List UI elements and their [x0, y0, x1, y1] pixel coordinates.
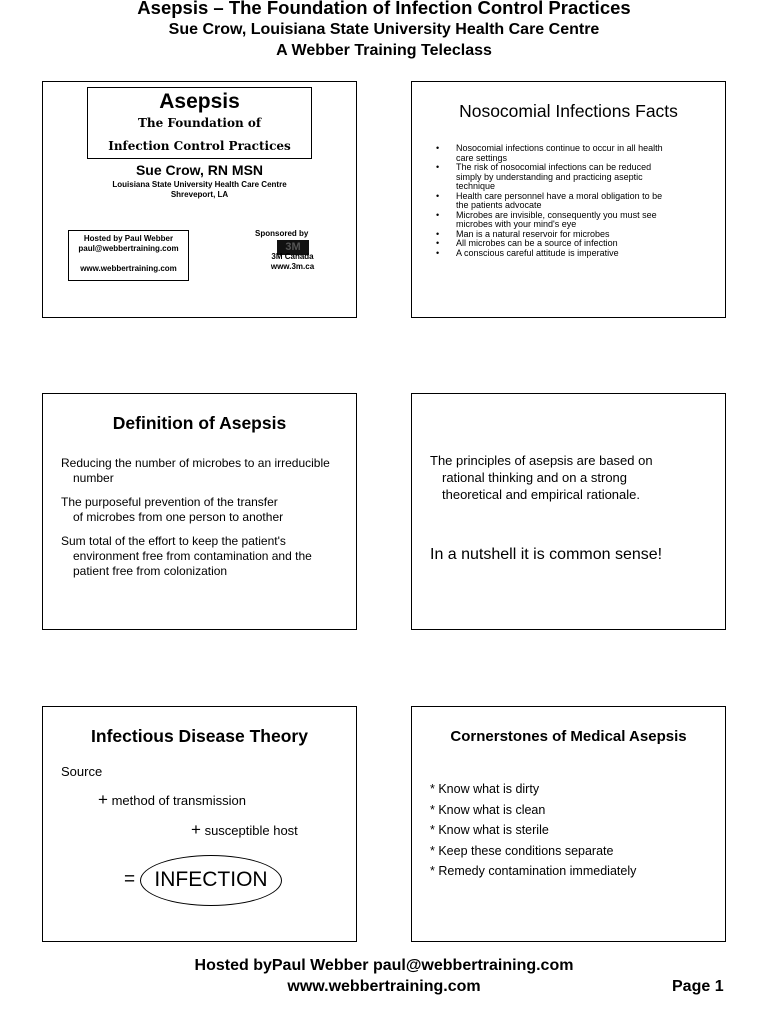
list-item: • Microbes are invisible, consequently you must see microbes with your mind's eye: [436, 209, 657, 229]
plus-sign: +: [98, 790, 108, 809]
slide-1-title: Asepsis: [159, 90, 240, 113]
slide-1-subtitle-1: The Foundation of: [137, 116, 262, 130]
page-header-title: Asepsis – The Foundation of Infection Control Practices: [137, 0, 631, 18]
footer-hosted: Hosted byPaul Webber paul@webbertraining.com: [194, 957, 574, 974]
hosted-box: [68, 230, 189, 281]
method-line: [98, 790, 246, 810]
list-item: • Man is a natural reservoir for microbes: [436, 228, 610, 239]
slide-1: [42, 81, 357, 318]
footer-website[interactable]: www.webbertraining.com: [287, 978, 481, 995]
page-header-series: A Webber Training Teleclass: [276, 42, 492, 59]
slide-3-title: Definition of Asepsis: [112, 413, 287, 433]
list-item: • All microbes can be a source of infection: [436, 238, 618, 248]
slide-4: [411, 393, 726, 630]
slide-6: [411, 706, 726, 942]
sponsor-logo-text: 3M: [285, 241, 301, 253]
list-item: • A conscious careful attitude is imperative: [436, 247, 619, 258]
host-line: [191, 820, 298, 840]
slide-6-title: Cornerstones of Medical Asepsis: [450, 728, 687, 745]
cornerstones-list: [430, 779, 720, 882]
location: Shreveport, LA: [170, 190, 229, 199]
infection-label: INFECTION: [154, 868, 268, 891]
institution: Louisiana State University Health Care Centre: [112, 180, 287, 189]
slide-5: [42, 706, 357, 942]
page-header-author: Sue Crow, Louisiana State University Health Care Centre: [168, 21, 600, 38]
list-item: * Remedy contamination immediately: [430, 864, 637, 878]
title-box: [87, 87, 312, 159]
slide-1-subtitle-2: Infection Control Practices: [108, 139, 291, 153]
slide-2: [411, 81, 726, 318]
list-item: Reducing the number of microbes to an irreducible number: [61, 456, 330, 485]
sponsor-url[interactable]: www.3m.ca: [270, 262, 315, 271]
list-item: Sum total of the effort to keep the patient's environment free from contamination and the patient free from colonization: [61, 534, 312, 578]
list-item: • Nosocomial infections continue to occur in all health care settings: [436, 143, 663, 163]
presenter-name: Sue Crow, RN MSN: [135, 162, 264, 178]
principles-paragraph: The principles of asepsis are based on rational thinking and on a strong theoretical and empirical rationale.: [430, 453, 653, 502]
sponsor-label: Sponsored by: [255, 229, 309, 238]
summary-text: In a nutshell it is common sense!: [430, 546, 663, 563]
list-item: • Health care personnel have a moral obligation to be the patients advocate: [436, 190, 663, 210]
list-item: * Know what is clean: [430, 802, 546, 817]
list-item: The purposeful prevention of the transfer of microbes from one person to another: [61, 495, 284, 524]
host-label: susceptible host: [204, 823, 298, 838]
slide-3: [42, 393, 357, 630]
page-number: Page 1: [672, 978, 724, 995]
hosted-by: Hosted by Paul Webber: [83, 234, 174, 243]
list-item: • The risk of nosocomial infections can be reduced simply by understanding and practicing aseptic technique: [436, 162, 652, 191]
list-item: * Keep these conditions separate: [430, 843, 614, 858]
list-item: * Know what is sterile: [430, 823, 549, 837]
sponsor-name: 3M Canada: [271, 252, 314, 261]
hosted-email[interactable]: paul@webbertraining.com: [78, 244, 179, 253]
hosted-website[interactable]: www.webbertraining.com: [80, 264, 177, 273]
definition-list: [61, 456, 351, 588]
list-item: * Know what is dirty: [430, 782, 540, 796]
source-label: Source: [61, 764, 103, 779]
plus-sign: +: [191, 820, 201, 839]
facts-list: [436, 143, 721, 258]
slide-5-title: Infectious Disease Theory: [91, 726, 308, 746]
equals-sign: =: [124, 869, 136, 890]
slide-2-title: Nosocomial Infections Facts: [459, 101, 678, 121]
infection-ellipse: [140, 855, 282, 906]
method-label: method of transmission: [111, 793, 246, 808]
